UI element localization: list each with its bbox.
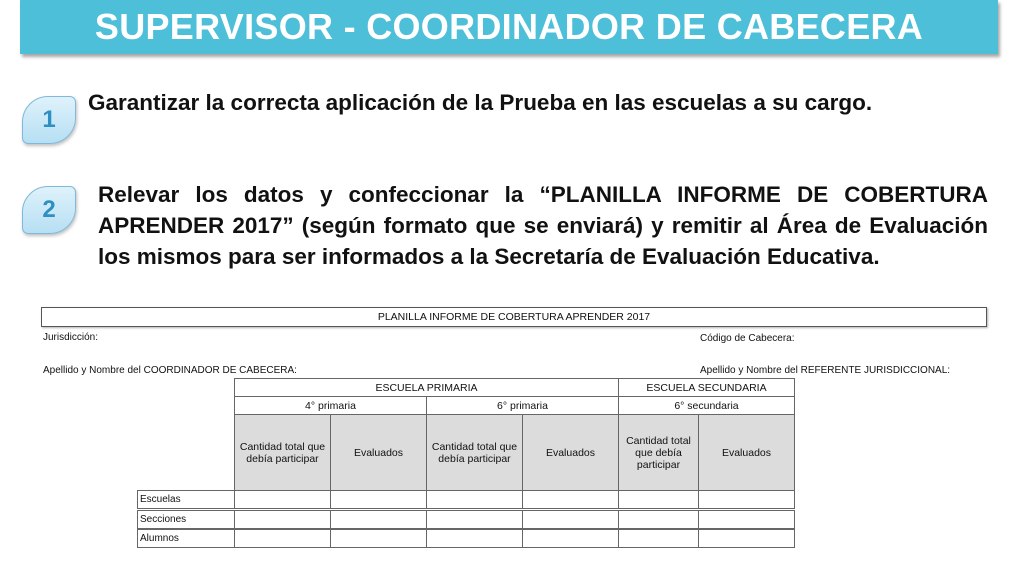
item-2-number-badge: [22, 186, 76, 234]
col-header-evaluados-6s: Evaluados: [698, 414, 795, 491]
table-cell[interactable]: [234, 510, 331, 529]
header-6-primaria: 6° primaria: [426, 396, 619, 415]
title-bar: [20, 0, 998, 54]
page-title: SUPERVISOR - COORDINADOR DE CABECERA: [94, 6, 924, 47]
row-label-alumnos: Alumnos: [137, 529, 234, 548]
table-cell[interactable]: [618, 490, 699, 509]
jurisdiccion-label: Jurisdicción:: [43, 332, 99, 343]
form-title: PLANILLA INFORME DE COBERTURA APRENDER 2017: [41, 307, 987, 327]
referente-label: Apellido y Nombre del REFERENTE JURISDICCIONAL:: [700, 365, 951, 376]
table-cell[interactable]: [234, 490, 331, 509]
col-header-evaluados-4p: Evaluados: [330, 414, 427, 491]
table-cell[interactable]: [522, 490, 619, 509]
table-cell[interactable]: [426, 490, 523, 509]
col-header-cantidad-6p: Cantidad total que debía participar: [426, 414, 523, 491]
item-2-number: 2: [42, 196, 56, 223]
col-header-cantidad-4p: Cantidad total que debía participar: [234, 414, 331, 491]
item-2-text: Relevar los datos y confeccionar la “PLANILLA INFORME DE COBERTURA APRENDER 2017” (según formato que se enviará) y remitir al Área de Evaluación los mismos para ser informados a la Secretaría de Evaluación Educativa.: [98, 182, 988, 269]
col-header-evaluados-6p: Evaluados: [522, 414, 619, 491]
table-cell[interactable]: [234, 529, 331, 548]
item-1-text: Garantizar la correcta aplicación de la Prueba en las escuelas a su cargo.: [88, 90, 873, 115]
coordinador-label: Apellido y Nombre del COORDINADOR DE CABECERA:: [43, 365, 297, 376]
row-label-escuelas: Escuelas: [137, 490, 234, 509]
table-cell[interactable]: [698, 510, 795, 529]
table-cell[interactable]: [330, 490, 427, 509]
header-4-primaria: 4° primaria: [234, 396, 427, 415]
table-cell[interactable]: [618, 510, 699, 529]
table-cell[interactable]: [698, 490, 795, 509]
codigo-cabecera-label: Código de Cabecera:: [700, 333, 795, 344]
row-label-secciones: Secciones: [137, 510, 234, 529]
item-1-number-badge: [22, 96, 76, 144]
header-escuela-secundaria: ESCUELA SECUNDARIA: [618, 378, 795, 397]
col-header-cantidad-6s: Cantidad total que debía participar: [618, 414, 699, 491]
table-cell[interactable]: [698, 529, 795, 548]
table-cell[interactable]: [330, 510, 427, 529]
table-cell[interactable]: [522, 510, 619, 529]
header-escuela-primaria: ESCUELA PRIMARIA: [234, 378, 619, 397]
table-cell[interactable]: [426, 529, 523, 548]
item-1-number: 1: [42, 106, 56, 133]
table-cell[interactable]: [330, 529, 427, 548]
header-6-secundaria: 6° secundaria: [618, 396, 795, 415]
table-cell[interactable]: [522, 529, 619, 548]
table-cell[interactable]: [426, 510, 523, 529]
table-cell[interactable]: [618, 529, 699, 548]
